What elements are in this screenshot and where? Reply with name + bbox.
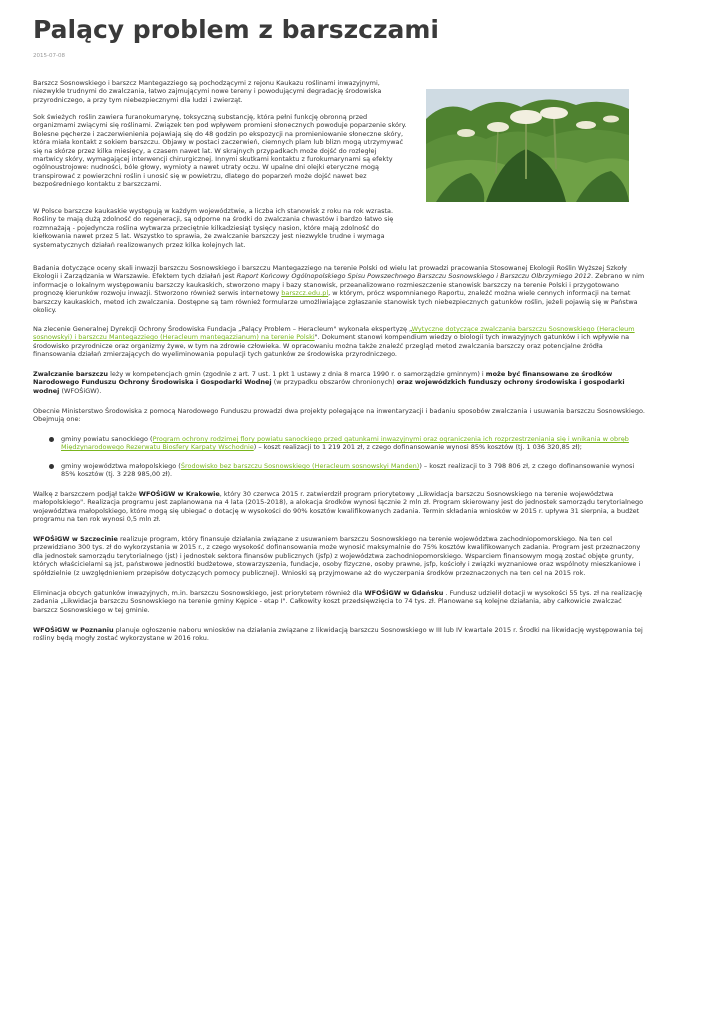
malopolska-program-link[interactable]: Środowisko bez barszczu Sosnowskiego (Heracleum sosnowskyi Manden) [180, 462, 420, 470]
list-item: gminy województwa małopolskiego (Środowisko bez barszczu Sosnowskiego (Heracleum sosnowskyi Manden)) – koszt realizacji to 3 798 806 zł, z czego dofinansowanie wynosi 85% kosztów (tj. 3 228 985,00 zł). [33, 462, 645, 479]
ministry-paragraph: Obecnie Ministerstwo Środowiska z pomocą Narodowego Funduszu prowadzi dwa projekty polegające na inwentaryzacji i badaniu sposobów zwalczania i usuwania barszczu Sosnowskiego. Obejmują one: [33, 407, 645, 424]
hogweed-photo [426, 89, 629, 202]
poznan-paragraph: WFOŚiGW w Poznaniu planuje ogłoszenie naboru wniosków na działania związane z likwidacją barszczu Sosnowskiego w III lub IV kwartale 2015 r. Środki na likwidację występowania tej rośliny będą mogły zostać wykorzystane w 2016 roku. [33, 626, 643, 643]
gdansk-paragraph: Eliminacja obcych gatunków inwazyjnych, m.in. barszczu Sosnowskiego, jest priorytetem również dla WFOŚiGW w Gdańsku . Fundusz udzielił dotacji w wysokości 55 tys. zł na realizację zadania „Likwidacja barszczu Sosnowskiego na terenie gminy Kępice - etap I". Całkowity koszt przedsięwzięcia to 74 tys. zł. Planowane są kolejne działania, aby całkowicie zwalczać barszcz Sosnowskiego w tej gminie. [33, 589, 643, 614]
projects-list-2 [33, 462, 645, 479]
publish-date: 2015-07-08 [33, 53, 65, 59]
intro-paragraph-2: Sok świeżych roślin zawiera furanokumarynę, toksyczną substancję, która pełni funkcję obronną przed organizmami zwiącymi się roślinami. Związek ten pod wpływem promieni słonecznych powoduje poparzenie skóry. Bolesne pęcherze i zaczerwienienia pojawiają się do 48 godzin po ekspozycji na promieniowanie słoneczne skóry, która miała kontakt z sokiem barszczu. Objawy w postaci zaczerwień, ciemnych plam lub blizn mogą utrzymywać się na skórze przez kilka miesięcy, a czasem nawet lat. W skrajnych przypadkach może dojść do rozległej martwicy skóry, wymagającej interwencji chirurgicznej. Innymi skutkami kontaktu z furokumarynami są efekty ogólnoustrojowe: nudności, bóle głowy, wymioty a nawet utraty oczu. W upalne dni olejki eteryczne mogą transpirować z powierzchni roślin i unosić się w powietrzu, dlatego do poparzeń może dojść nawet bez bezpośredniego kontaktu z barszczami. [33, 113, 407, 189]
projects-list [33, 435, 645, 452]
research-paragraph: Badania dotyczące oceny skali inwazji barszczu Sosnowskiego i barszczu Mantegazziego na terenie Polski od wielu lat prowadzi pracowania Stosowanej Ekologii Roślin Wyższej Szkoły Ekologii i Zarządzania w Warszawie. Efektem tych działań jest Raport Końcowy Ogólnopolskiego Spisu Powszechnego Barszczu Sosnowskiego i Barszczu Olbrzymiego 2012. Zebrano w nim informacje o lokalnym występowaniu barszczy kaukaskich, stworzono mapy i bazy stanowisk, przeanalizowano rozmieszczenie stanowisk barszczy na terenie Polski i przygotowano prognozę kierunków rozwoju inwazji. Stworzono również serwis internetowy barszcz.edu.pl, w którym, prócz wspomnianego Raportu, znaleźć można wiele cennych informacji na temat barszczy kaukaskich, metod ich zwalczania. Dostępne są tam również formularze umożliwiające zgłaszanie stanowisk tych niebezpiecznych gatunków roślin, jeżeli pojawią się w Państwa okolicy. [33, 264, 645, 315]
bullet-icon [49, 437, 54, 442]
intro-paragraph-3: W Polsce barszcze kaukaskie występują w każdym województwie, a liczba ich stanowisk z roku na rok wzrasta. Rośliny te mają dużą zdolność do regeneracji, są odporne na środki do zwalczania chwastów i bardzo łatwo się rozmnażają - pojedyncza roślina wytwarza przeciętnie kilkadziesiąt tysięcy nasion, które mają zdolność do kiełkowania nawet przez 5 lat. Wszystko to sprawia, że zwalczanie barszczy jest niezwykle trudne i wymaga systematycznych działań realizowanych przez kilka kolejnych lat. [33, 207, 394, 249]
szczecin-paragraph: WFOŚiGW w Szczecinie realizuje program, który finansuje działania związane z usuwaniem barszczu Sosnowskiego na terenie województwa zachodniopomorskiego. Na ten cel przewidziano 300 tys. zł do wykorzystania w 2015 r., z czego wysokość dofinansowania może wynosić maksymalnie do 75% kosztów kwalifikowanych zadania. Program jest przeznaczony dla jednostek samorządu terytorialnego (jst) i jednostek sektora finansów publicznych (jsfp) z województwa zachodniopomorskiego. Wsparciem finansowym mogą zostać objęte grunty, których właścicielami są jst, państwowe jednostki budżetowe, stowarzyszenia, fundacje, osoby fizyczne, osoby prawne, jsfp, kościoły i związki wyznaniowe oraz wspólnoty mieszkaniowe i spółdzielnie (z uwzględnieniem przepisów dotyczących pomocy publicznej). Wnioski są przyjmowane aż do wyczerpania środków przeznaczonych na ten cel na 2015 rok. [33, 535, 641, 577]
competences-paragraph: Zwalczanie barszczu leży w kompetencjach gmin (zgodnie z art. 7 ust. 1 pkt 1 ustawy z dnia 8 marca 1990 r. o samorządzie gminnym) i może być finansowane ze środków Narodowego Funduszu Ochrony Środowiska i Gospodarki Wodnej (w przypadku obszarów chronionych) oraz wojewódzkich funduszy ochrony środowiska i gospodarki wodnej (WFOŚiGW). [33, 370, 625, 395]
intro-paragraph-1: Barszcz Sosnowskiego i barszcz Mantegazziego są pochodzącymi z rejonu Kaukazu roślinami inwazyjnymi, niezwykle trudnymi do zwalczania, łatwo zajmującymi nowe tereny i powodującymi degradację środowiska przyrodniczego, a przy tym niebezpiecznymi dla ludzi i zwierząt. [33, 79, 382, 104]
page-title: Palący problem z barszczami [33, 15, 439, 44]
gdos-paragraph: Na zlecenie Generalnej Dyrekcji Ochrony Środowiska Fundacja „Palący Problem – Heracleum" wykonała ekspertyzę „Wytyczne dotyczące zwalczania barszczu Sosnowskiego (Heracleum sosnowskyi) i barszczu Mantegazziego (Heracleum mantegazzianum) na terenie Polski". Dokument stanowi kompendium wiedzy o biologii tych inwazyjnych gatunków i ich wpływie na środowisko przyrodnicze oraz organizmy żywe, w tym na zdrowie człowieka. W opracowaniu można także znaleźć przegląd metod zwalczania barszczy oraz potencjalne źródła finansowania działań zmierzających do wyeliminowania populacji tych gatunków ze środowiska przyrodniczego. [33, 325, 635, 359]
list-item: gminy powiatu sanockiego (Program ochrony rodzimej flory powiatu sanockiego przed gatunkami inwazyjnymi oraz ograniczenia ich rozprzestrzeniania się i wnikania w obręb Międzynarodowego Rezerwatu Biosfery Karpaty Wschodnie) – koszt realizacji to 1 219 201 zł, z czego dofinansowanie wynosi 85% kosztów (tj. 1 036 320,85 zł); [33, 435, 645, 452]
sanok-program-link[interactable]: Program ochrony rodzimej flory powiatu sanockiego przed gatunkami inwazyjnymi oraz ograniczenia ich rozprzestrzeniania się i wnikania w obręb Międzynarodowego Rezerwatu Biosfery Karpaty Wschodnie [61, 435, 629, 452]
barszcz-website-link[interactable]: barszcz.edu.pl [281, 289, 329, 298]
bullet-icon [49, 464, 54, 469]
guidelines-link[interactable]: Wytyczne dotyczące zwalczania barszczu Sosnowskiego (Heracleum sosnowskyi) i barszczu Mantegazziego (Heracleum mantegazzianum) na terenie Polski [33, 325, 635, 342]
report-title: Raport Końcowy Ogólnopolskiego Spisu Powszechnego Barszczu Sosnowskiego i Barszczu Olbrzymiego 2012 [236, 272, 592, 281]
krakow-paragraph: Walkę z barszczem podjął także WFOŚiGW w Krakowie, który 30 czerwca 2015 r. zatwierdził program priorytetowy „Likwidacja barszczu Sosnowskiego na terenie województwa małopolskiego". Realizacja programu jest zaplanowana na 4 lata (2015-2018), a alokacja środków wynosi łącznie 2 mln zł. Program skierowany jest do jednostek samorządu terytorialnego województwa małopolskiego, które mogą się ubiegać o dotację w wysokości do 90% kosztów kwalifikowanych zadania. Termin składania wniosków w 2015 r. upływa 31 sierpnia, a budżet programu na ten rok wynosi 0,5 mln zł. [33, 490, 644, 524]
